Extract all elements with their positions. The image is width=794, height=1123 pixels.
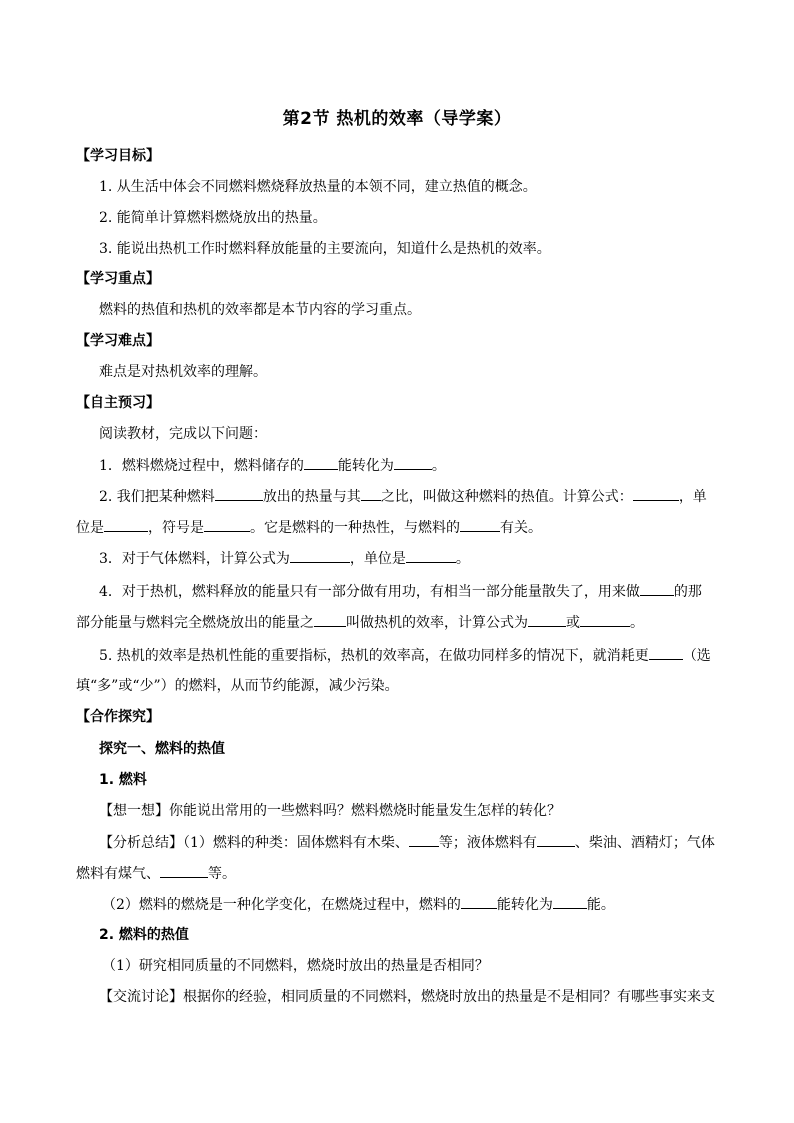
- think-prompt: 【想一想】你能说出常用的一些燃料吗？燃料燃烧时能量发生怎样的转化？: [99, 803, 561, 819]
- preview-intro: 阅读教材，完成以下问题：: [99, 426, 267, 442]
- fill-blank[interactable]: [104, 518, 148, 532]
- heading-key-points: 【学习重点】: [76, 271, 160, 287]
- heading-difficulties: 【学习难点】: [76, 333, 160, 349]
- fill-blank[interactable]: [304, 456, 338, 470]
- fill-blank[interactable]: [460, 518, 500, 532]
- research-question: （1）研究相同质量的不同燃料，燃烧时放出的热量是否相同？: [102, 958, 489, 974]
- question-2-line-2: 位是 ，符号是 。它是燃料的一种热性，与燃料的 有关。: [76, 520, 542, 536]
- fill-blank[interactable]: [580, 613, 630, 627]
- combustion-line: （2）燃料的燃烧是一种化学变化，在燃烧过程中，燃料的 能转化为 能。: [102, 897, 615, 913]
- heading-learning-goals: 【学习目标】: [76, 148, 160, 164]
- fill-blank[interactable]: [160, 864, 208, 878]
- fill-blank[interactable]: [290, 549, 350, 563]
- question-5-line-2: 填“多”或“少”）的燃料，从而节约能源，减少污染。: [76, 678, 399, 694]
- goal-2: 2. 能简单计算燃料燃烧放出的热量。: [99, 210, 327, 226]
- goal-3: 3. 能说出热机工作时燃料释放能量的主要流向，知道什么是热机的效率。: [99, 241, 551, 257]
- fill-blank[interactable]: [461, 895, 497, 909]
- fill-blank[interactable]: [528, 613, 566, 627]
- key-points-text: 燃料的热值和热机的效率都是本节内容的学习重点。: [99, 302, 421, 318]
- discussion-prompt: 【交流讨论】根据你的经验，相同质量的不同燃料，燃烧时放出的热量是不是相同？有哪些事实来支: [99, 989, 715, 1005]
- inquiry-1-title: 探究一、燃料的热值: [99, 741, 225, 757]
- fill-blank[interactable]: [215, 487, 263, 501]
- fill-blank[interactable]: [394, 456, 432, 470]
- fill-blank[interactable]: [406, 549, 456, 563]
- question-4-line-2: 部分能量与燃料完全燃烧放出的能量之 叫做热机的效率，计算公式为 或 。: [76, 615, 644, 631]
- analysis-line-2: 燃料有煤气、 等。: [76, 866, 236, 882]
- goal-1: 1. 从生活中体会不同燃料燃烧释放热量的本领不同，建立热值的概念。: [99, 179, 537, 195]
- fill-blank[interactable]: [633, 487, 679, 501]
- question-5-line-1: 5. 热机的效率是热机性能的重要指标，热机的效率高，在做功同样多的情况下，就消耗更 （选: [99, 648, 711, 664]
- fill-blank[interactable]: [361, 487, 381, 501]
- section-fuel-title: 1. 燃料: [99, 772, 147, 788]
- fill-blank[interactable]: [204, 518, 250, 532]
- question-3: 3．对于气体燃料，计算公式为 ，单位是 。: [99, 551, 470, 567]
- fill-blank[interactable]: [640, 582, 674, 596]
- question-1: 1．燃料燃烧过程中，燃料储存的 能转化为 。: [99, 458, 446, 474]
- fill-blank[interactable]: [553, 895, 587, 909]
- question-4-line-1: 4．对于热机，燃料释放的能量只有一部分做有用功，有相当一部分能量散失了，用来做 的那: [99, 584, 702, 600]
- question-2-line-1: 2. 我们把某种燃料 放出的热量与其 之比，叫做这种燃料的热值。计算公式： ，单: [99, 489, 707, 505]
- analysis-line-1: 【分析总结】（1）燃料的种类：固体燃料有木柴、 等；液体燃料有 、柴油、酒精灯；气体: [99, 835, 715, 851]
- heading-cooperative-inquiry: 【合作探究】: [76, 709, 160, 725]
- fill-blank[interactable]: [537, 833, 575, 847]
- fill-blank[interactable]: [649, 646, 683, 660]
- heading-self-preview: 【自主预习】: [76, 395, 160, 411]
- section-heat-value-title: 2. 燃料的热值: [99, 927, 189, 943]
- difficulties-text: 难点是对热机效率的理解。: [99, 364, 267, 380]
- fill-blank[interactable]: [314, 613, 346, 627]
- fill-blank[interactable]: [409, 833, 439, 847]
- page-title: 第2节 热机的效率（导学案）: [282, 109, 512, 129]
